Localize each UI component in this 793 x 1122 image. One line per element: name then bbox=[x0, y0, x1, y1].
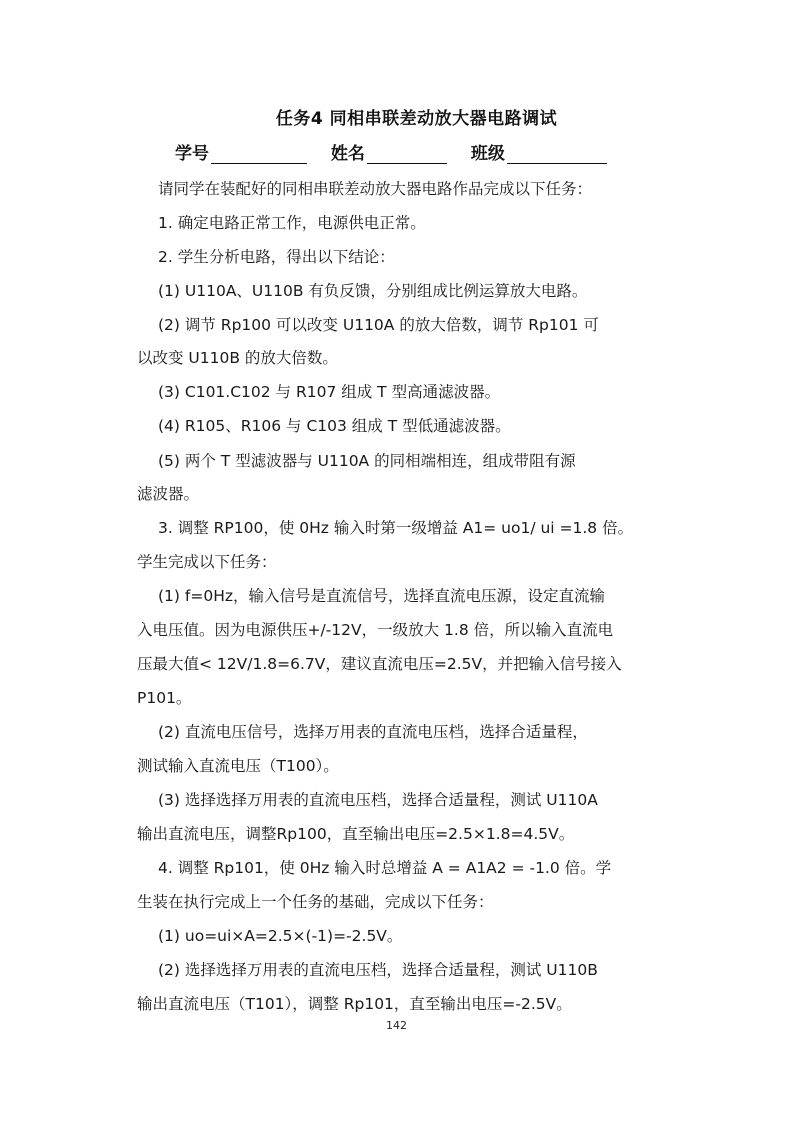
paragraph-line: (1) f=0Hz，输入信号是直流信号，选择直流电压源，设定直流输 bbox=[158, 587, 605, 605]
paragraph-line: (3) C101.C102 与 R107 组成 T 型高通滤波器。 bbox=[158, 383, 501, 401]
paragraph-line: 滤波器。 bbox=[137, 485, 200, 503]
page-number: 142 bbox=[386, 1019, 407, 1032]
name-label: 姓名 bbox=[330, 144, 365, 164]
paragraph-line: 压最大值< 12V/1.8=6.7V，建议直流电压=2.5V，并把输入信号接入 bbox=[137, 655, 622, 673]
class-blank bbox=[507, 145, 607, 164]
paragraph-line: 2. 学生分析电路，得出以下结论： bbox=[158, 248, 395, 266]
paragraph-line: (2) 调节 Rp100 可以改变 U110A 的放大倍数，调节 Rp101 可 bbox=[158, 316, 599, 334]
paragraph-line: 请同学在装配好的同相串联差动放大器电路作品完成以下任务： bbox=[158, 180, 593, 198]
paragraph-line: 输出直流电压（T101），调整 Rp101，直至输出电压=-2.5V。 bbox=[137, 995, 572, 1013]
paragraph-line: (5) 两个 T 型滤波器与 U110A 的同相端相连，组成带阻有源 bbox=[158, 452, 576, 470]
student-id-label: 学号 bbox=[175, 144, 209, 164]
paragraph-line: (4) R105、R106 与 C103 组成 T 型低通滤波器。 bbox=[158, 417, 511, 435]
paragraph-line: 3. 调整 RP100，使 0Hz 输入时第一级增益 A1= uo1/ ui =1.8 倍。 bbox=[158, 519, 634, 537]
paragraph-line: 学生完成以下任务： bbox=[137, 553, 277, 571]
name-blank bbox=[367, 145, 447, 164]
paragraph-line: (2) 选择选择万用表的直流电压档，选择合适量程，测试 U110B bbox=[158, 961, 598, 979]
paragraph-line: 入电压值。因为电源供压+/-12V，一级放大 1.8 倍，所以输入直流电 bbox=[137, 621, 614, 639]
paragraph-line: (1) uo=ui×A=2.5×(-1)=-2.5V。 bbox=[158, 927, 403, 945]
paragraph-line: P101。 bbox=[137, 689, 192, 707]
paragraph-line: 生装在执行完成上一个任务的基础，完成以下任务： bbox=[137, 893, 494, 911]
paragraph-line: (1) U110A、U110B 有负反馈，分别组成比例运算放大电路。 bbox=[158, 282, 588, 300]
paragraph-line: 4. 调整 Rp101，使 0Hz 输入时总增益 A = A1A2 = -1.0 倍。学 bbox=[158, 859, 612, 877]
paragraph-line: 测试输入直流电压（T100）。 bbox=[137, 757, 339, 775]
class-label: 班级 bbox=[470, 144, 505, 164]
paragraph-line: (2) 直流电压信号，选择万用表的直流电压档，选择合适量程， bbox=[158, 723, 588, 741]
paragraph-line: 1. 确定电路正常工作，电源供电正常。 bbox=[158, 214, 426, 232]
paragraph-line: 以改变 U110B 的放大倍数。 bbox=[137, 349, 338, 367]
paragraph-line: 输出直流电压，调整Rp100，直至输出电压=2.5×1.8=4.5V。 bbox=[137, 825, 575, 843]
student-id-blank bbox=[211, 145, 307, 164]
student-info-fields bbox=[175, 139, 645, 164]
page-title: 任务4 同相串联差动放大器电路调试 bbox=[275, 109, 558, 129]
paragraph-line: (3) 选择选择万用表的直流电压档，选择合适量程，测试 U110A bbox=[158, 791, 598, 809]
